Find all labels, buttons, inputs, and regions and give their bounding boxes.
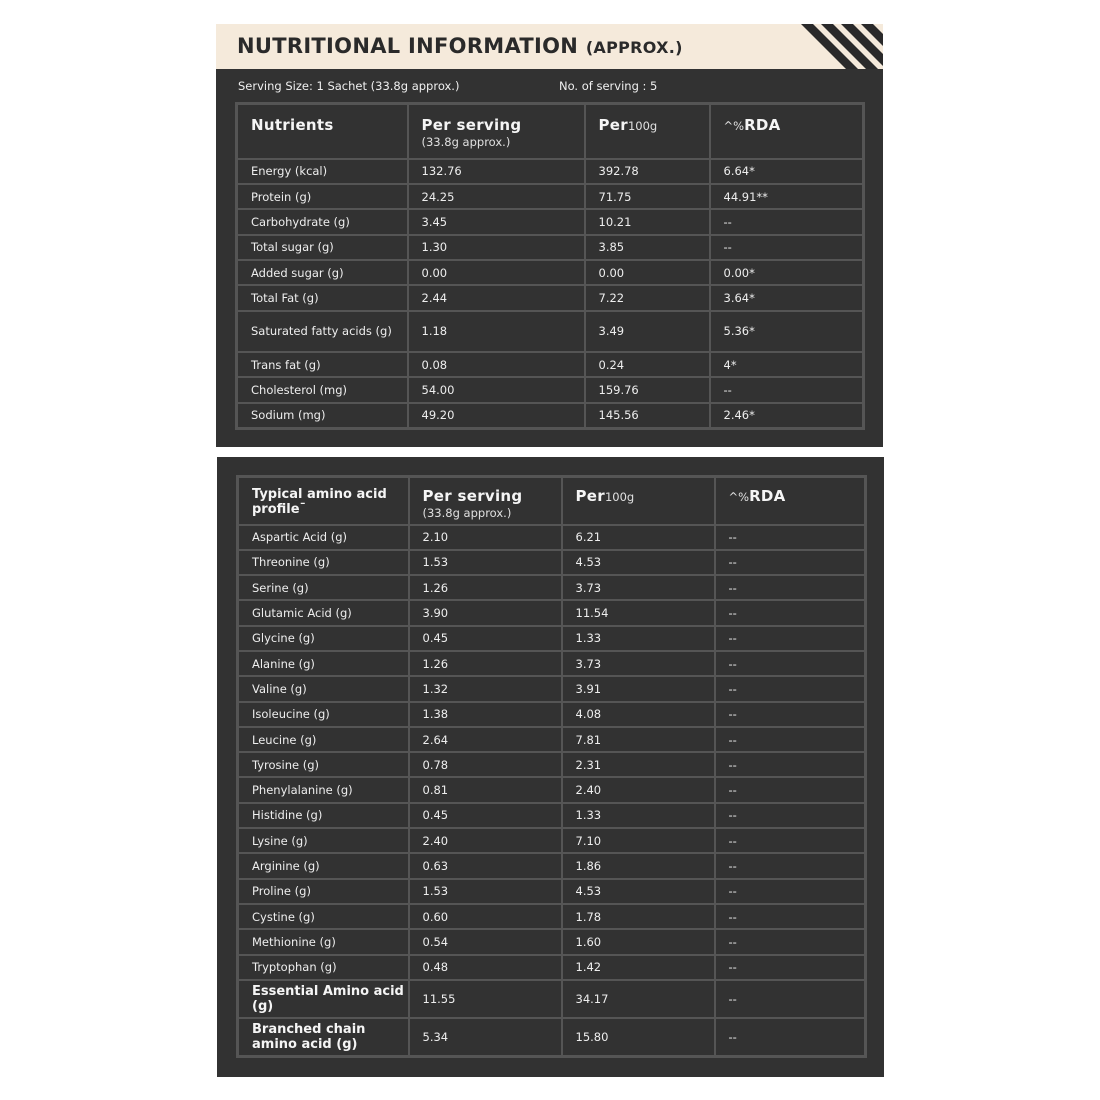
per-100g-cell: 15.80: [562, 1018, 715, 1057]
per-100g-cell: 3.49: [585, 311, 710, 352]
nutrient-name-cell: Isoleucine (g): [238, 702, 409, 727]
per-serving-cell: 1.32: [409, 676, 562, 701]
per-100g-cell: 6.21: [562, 525, 715, 550]
per-100g-cell: 1.60: [562, 929, 715, 954]
per-100g-cell: 4.53: [562, 879, 715, 904]
table-row: [238, 904, 866, 929]
nutrient-name-cell: Total Fat (g): [237, 285, 408, 310]
rda-cell: --: [715, 929, 866, 954]
per-100g-cell: 1.33: [562, 803, 715, 828]
rda-cell: 2.46*: [710, 403, 864, 428]
table-row: [238, 651, 866, 676]
nutrition-panel: [216, 24, 883, 447]
title-text: NUTRITIONAL INFORMATION: [237, 34, 579, 58]
per-serving-cell: 0.00: [408, 260, 585, 285]
nutrient-name-cell: Total sugar (g): [237, 235, 408, 260]
per-100g-cell: 7.22: [585, 285, 710, 310]
col-nutrients: [237, 104, 408, 159]
per-serving-cell: 0.08: [408, 352, 585, 377]
number-of-servings: No. of serving : 5: [559, 79, 658, 93]
nutrient-name-cell: Tryptophan (g): [238, 955, 409, 980]
col-per-100g: [562, 477, 715, 525]
nutrient-name-cell: Saturated fatty acids (g): [237, 311, 408, 352]
rda-cell: --: [715, 525, 866, 550]
per-serving-sub: (33.8g approx.): [422, 506, 512, 520]
table-row: [238, 600, 866, 625]
nutrient-name-cell: Threonine (g): [238, 550, 409, 575]
nutrient-name-cell: Alanine (g): [238, 651, 409, 676]
col-rda: [710, 104, 864, 159]
rda-cell: --: [715, 980, 866, 1019]
per-serving-cell: 0.48: [409, 955, 562, 980]
nutrient-name-cell: Aspartic Acid (g): [238, 525, 409, 550]
per-serving-cell: 0.78: [409, 752, 562, 777]
rda-cell: --: [710, 209, 864, 234]
serving-size: Serving Size: 1 Sachet (33.8g approx.): [238, 79, 460, 93]
per-serving-cell: 1.30: [408, 235, 585, 260]
nutrient-name-cell: Lysine (g): [238, 828, 409, 853]
per-100g-cell: 11.54: [562, 600, 715, 625]
table-row: [238, 803, 866, 828]
nutrient-name-cell: Cystine (g): [238, 904, 409, 929]
table-row: [237, 159, 864, 184]
per-serving-cell: 1.18: [408, 311, 585, 352]
per-100g-cell: 2.40: [562, 777, 715, 802]
rda-cell: --: [710, 235, 864, 260]
per-serving-cell: 5.34: [409, 1018, 562, 1057]
table-row: [237, 260, 864, 285]
amino-profile-label: Typical amino acid profileˉ: [252, 487, 387, 517]
table-row: [238, 879, 866, 904]
rda-cell: --: [715, 955, 866, 980]
per-100g-cell: 34.17: [562, 980, 715, 1019]
nutrition-table: [235, 102, 865, 430]
per-100g-cell: 159.76: [585, 377, 710, 402]
nutrient-name-cell: Protein (g): [237, 184, 408, 209]
rda-cell: --: [715, 853, 866, 878]
rda-cell: 3.64*: [710, 285, 864, 310]
table-row: [237, 311, 864, 352]
per-100g-cell: 7.10: [562, 828, 715, 853]
rda-cell: --: [715, 752, 866, 777]
table-row: [238, 575, 866, 600]
table-row: [238, 626, 866, 651]
table-row: [238, 777, 866, 802]
title-suffix: (APPROX.): [585, 38, 683, 57]
nutrition-header-row: [237, 104, 864, 159]
table-row: [238, 828, 866, 853]
nutrient-name-cell: Trans fat (g): [237, 352, 408, 377]
rda-cell: --: [715, 550, 866, 575]
table-row: [238, 727, 866, 752]
per-serving-label: Per serving: [421, 116, 522, 134]
per-serving-cell: 24.25: [408, 184, 585, 209]
per-100g-cell: 4.53: [562, 550, 715, 575]
rda-cell: --: [715, 777, 866, 802]
per-serving-cell: 11.55: [409, 980, 562, 1019]
per-100g-cell: 392.78: [585, 159, 710, 184]
nutrient-name-cell: Essential Amino acid (g): [238, 980, 409, 1019]
per-serving-cell: 132.76: [408, 159, 585, 184]
rda-cell: --: [710, 377, 864, 402]
nutrient-name-cell: Phenylalanine (g): [238, 777, 409, 802]
rda-prefix: ^%: [728, 490, 750, 504]
per-serving-cell: 0.81: [409, 777, 562, 802]
nutrient-name-cell: Histidine (g): [238, 803, 409, 828]
nutrient-name-cell: Methionine (g): [238, 929, 409, 954]
table-row: [237, 403, 864, 428]
rda-cell: --: [715, 904, 866, 929]
rda-cell: --: [715, 702, 866, 727]
per-label: Per: [598, 116, 628, 134]
col-per-serving: [409, 477, 562, 525]
decorative-stripes-icon: [793, 24, 883, 69]
nutrient-name-cell: Glycine (g): [238, 626, 409, 651]
per-100g-cell: 0.24: [585, 352, 710, 377]
per-serving-cell: 0.60: [409, 904, 562, 929]
per-100g-cell: 7.81: [562, 727, 715, 752]
per-100g-cell: 4.08: [562, 702, 715, 727]
per-serving-cell: 2.44: [408, 285, 585, 310]
nutrients-label: Nutrients: [251, 116, 334, 134]
per-100g-cell: 3.91: [562, 676, 715, 701]
per-serving-cell: 49.20: [408, 403, 585, 428]
table-row: [238, 752, 866, 777]
per-100g-cell: 1.78: [562, 904, 715, 929]
table-row: [238, 980, 866, 1019]
rda-cell: 6.64*: [710, 159, 864, 184]
per-100g-cell: 10.21: [585, 209, 710, 234]
per-serving-cell: 2.10: [409, 525, 562, 550]
nutrient-name-cell: Added sugar (g): [237, 260, 408, 285]
per-serving-cell: 1.26: [409, 575, 562, 600]
per-unit: 100g: [604, 490, 635, 504]
table-row: [238, 853, 866, 878]
nutrient-name-cell: Serine (g): [238, 575, 409, 600]
nutrient-name-cell: Cholesterol (mg): [237, 377, 408, 402]
per-serving-cell: 0.54: [409, 929, 562, 954]
per-unit: 100g: [627, 119, 658, 133]
table-row: [237, 352, 864, 377]
per-100g-cell: 2.31: [562, 752, 715, 777]
col-rda: [715, 477, 866, 525]
rda-cell: --: [715, 828, 866, 853]
rda-cell: --: [715, 803, 866, 828]
per-serving-label: Per serving: [422, 487, 523, 505]
per-100g-cell: 1.86: [562, 853, 715, 878]
per-serving-cell: 3.90: [409, 600, 562, 625]
per-100g-cell: 3.73: [562, 575, 715, 600]
nutrient-name-cell: Glutamic Acid (g): [238, 600, 409, 625]
col-per-100g: [585, 104, 710, 159]
amino-acid-table: [236, 475, 867, 1058]
nutrient-name-cell: Tyrosine (g): [238, 752, 409, 777]
table-row: [238, 525, 866, 550]
per-100g-cell: 3.73: [562, 651, 715, 676]
table-row: [238, 929, 866, 954]
col-per-serving: [408, 104, 585, 159]
nutrient-name-cell: Branched chain amino acid (g): [238, 1018, 409, 1057]
rda-cell: --: [715, 575, 866, 600]
rda-cell: --: [715, 600, 866, 625]
nutrient-name-cell: Carbohydrate (g): [237, 209, 408, 234]
rda-cell: 5.36*: [710, 311, 864, 352]
table-row: [237, 285, 864, 310]
nutrient-name-cell: Arginine (g): [238, 853, 409, 878]
nutrient-name-cell: Sodium (mg): [237, 403, 408, 428]
table-row: [237, 235, 864, 260]
nutrition-header-band: [216, 24, 883, 69]
table-row: [238, 1018, 866, 1057]
per-serving-cell: 3.45: [408, 209, 585, 234]
per-serving-cell: 0.45: [409, 803, 562, 828]
per-serving-cell: 1.53: [409, 879, 562, 904]
rda-cell: --: [715, 1018, 866, 1057]
per-100g-cell: 1.42: [562, 955, 715, 980]
per-serving-cell: 0.45: [409, 626, 562, 651]
nutrition-title: [237, 34, 683, 58]
per-serving-cell: 1.38: [409, 702, 562, 727]
nutrient-name-cell: Valine (g): [238, 676, 409, 701]
rda-cell: 44.91**: [710, 184, 864, 209]
per-serving-cell: 2.40: [409, 828, 562, 853]
rda-cell: 0.00*: [710, 260, 864, 285]
rda-cell: --: [715, 727, 866, 752]
rda-cell: --: [715, 676, 866, 701]
table-row: [238, 955, 866, 980]
rda-prefix: ^%: [723, 119, 745, 133]
per-100g-cell: 1.33: [562, 626, 715, 651]
table-row: [238, 550, 866, 575]
table-row: [238, 702, 866, 727]
rda-label: RDA: [749, 487, 786, 505]
per-label: Per: [575, 487, 605, 505]
amino-header-row: [238, 477, 866, 525]
rda-cell: --: [715, 651, 866, 676]
nutrient-name-cell: Energy (kcal): [237, 159, 408, 184]
per-serving-cell: 0.63: [409, 853, 562, 878]
table-row: [238, 676, 866, 701]
table-row: [237, 209, 864, 234]
per-100g-cell: 145.56: [585, 403, 710, 428]
col-amino-profile: [238, 477, 409, 525]
table-row: [237, 184, 864, 209]
nutrient-name-cell: Proline (g): [238, 879, 409, 904]
per-100g-cell: 0.00: [585, 260, 710, 285]
nutrient-name-cell: Leucine (g): [238, 727, 409, 752]
per-serving-sub: (33.8g approx.): [421, 135, 511, 149]
amino-panel: [217, 457, 884, 1077]
rda-cell: --: [715, 626, 866, 651]
per-serving-cell: 1.26: [409, 651, 562, 676]
table-row: [237, 377, 864, 402]
per-serving-cell: 1.53: [409, 550, 562, 575]
rda-label: RDA: [744, 116, 781, 134]
per-serving-cell: 54.00: [408, 377, 585, 402]
per-serving-cell: 2.64: [409, 727, 562, 752]
per-100g-cell: 3.85: [585, 235, 710, 260]
rda-cell: --: [715, 879, 866, 904]
per-100g-cell: 71.75: [585, 184, 710, 209]
rda-cell: 4*: [710, 352, 864, 377]
